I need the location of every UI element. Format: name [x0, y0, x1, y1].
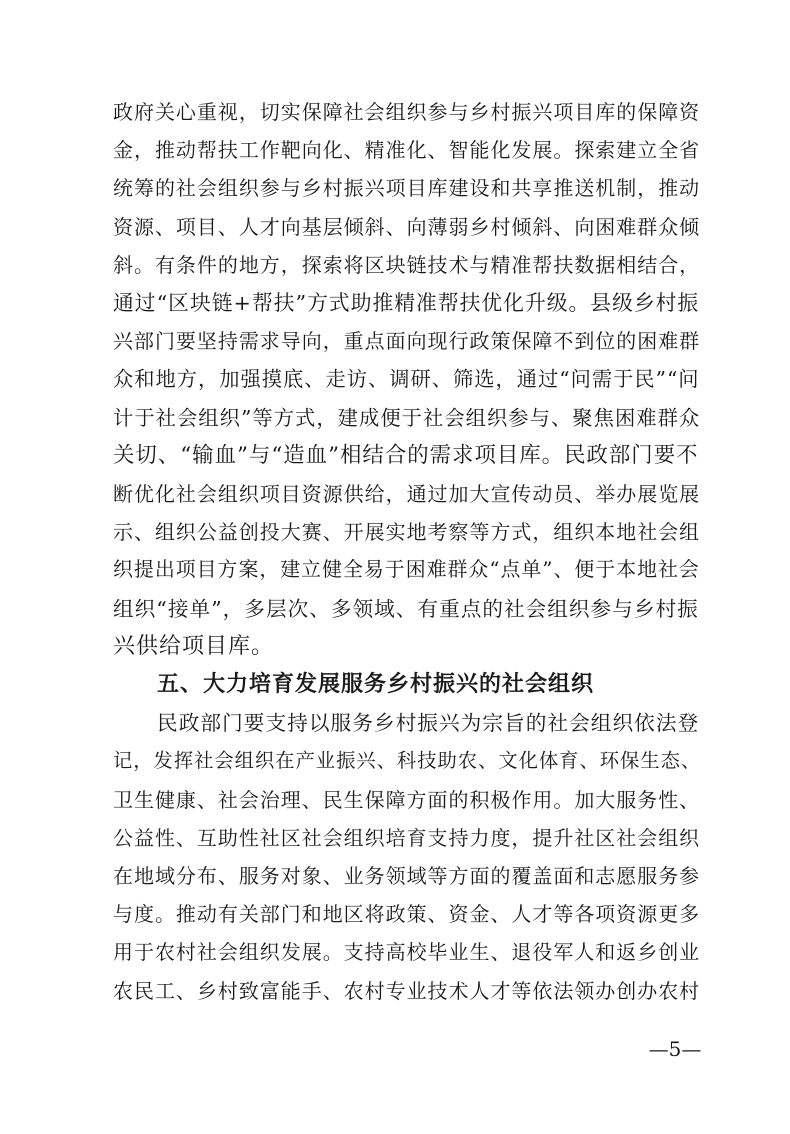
paragraph-line: 用于农村社会组织发展。支持高校毕业生、退役军人和返乡创业: [113, 940, 701, 965]
paragraph-line: 卫生健康、社会治理、民生保障方面的积极作用。加大服务性、: [113, 787, 701, 812]
paragraph-line: 断优化社会组织项目资源供给，通过加大宣传动员、举办展览展: [113, 482, 701, 506]
paragraph-line: 织提出项目方案，建立健全易于困难群众“点单”、便于本地社会: [113, 558, 700, 582]
paragraph-line: 与度。推动有关部门和地区将政策、资金、人才等各项资源更多: [113, 902, 701, 927]
paragraph-line: 组织“接单”，多层次、多领域、有重点的社会组织参与乡村振: [113, 596, 699, 621]
paragraph-line: 兴部门要坚持需求导向，重点面向现行政策保障不到位的困难群: [113, 329, 701, 354]
paragraph-line: 斜。有条件的地方，探索将区块链技术与精准帮扶数据相结合，: [113, 252, 701, 277]
paragraph-line: 通过“区块链+帮扶”方式助推精准帮扶优化升级。县级乡村振: [113, 291, 700, 315]
paragraph-line: 资源、项目、人才向基层倾斜、向薄弱乡村倾斜、向困难群众倾: [113, 214, 701, 239]
paragraph-line: 农民工、乡村致富能手、农村专业技术人才等依法领办创办农村: [113, 978, 701, 1003]
paragraph-line: 记，发挥社会组织在产业振兴、科技助农、文化体育、环保生态、: [113, 749, 702, 773]
section-heading: 五、大力培育发展服务乡村振兴的社会组织: [157, 672, 595, 697]
paragraph-line: 统筹的社会组织参与乡村振兴项目库建设和共享推送机制，推动: [113, 176, 701, 201]
paragraph-line: 众和地方，加强摸底、走访、调研、筛选，通过“问需于民”“问: [113, 367, 700, 392]
paragraph-line: 政府关心重视，切实保障社会组织参与乡村振兴项目库的保障资: [113, 100, 701, 124]
paragraph-line: 公益性、互助性社区社会组织培育支持力度，提升社区社会组织: [113, 825, 701, 850]
paragraph-line: 在地域分布、服务对象、业务领域等方面的覆盖面和志愿服务参: [113, 864, 701, 888]
paragraph-line: 民政部门要支持以服务乡村振兴为宗旨的社会组织依法登: [157, 711, 700, 736]
page-number: —5—: [648, 1037, 702, 1061]
paragraph-line: 关切、“输血”与“造血”相结合的需求项目库。民政部门要不: [113, 442, 699, 468]
paragraph-line: 兴供给项目库。: [113, 633, 275, 659]
paragraph-line: 示、组织公益创投大赛、开展实地考察等方式，组织本地社会组: [113, 520, 701, 545]
paragraph-line: 金，推动帮扶工作靶向化、精准化、智能化发展。探索建立全省: [113, 138, 701, 163]
paragraph-line: 计于社会组织”等方式，建成便于社会组织参与、聚焦困难群众: [113, 405, 701, 430]
